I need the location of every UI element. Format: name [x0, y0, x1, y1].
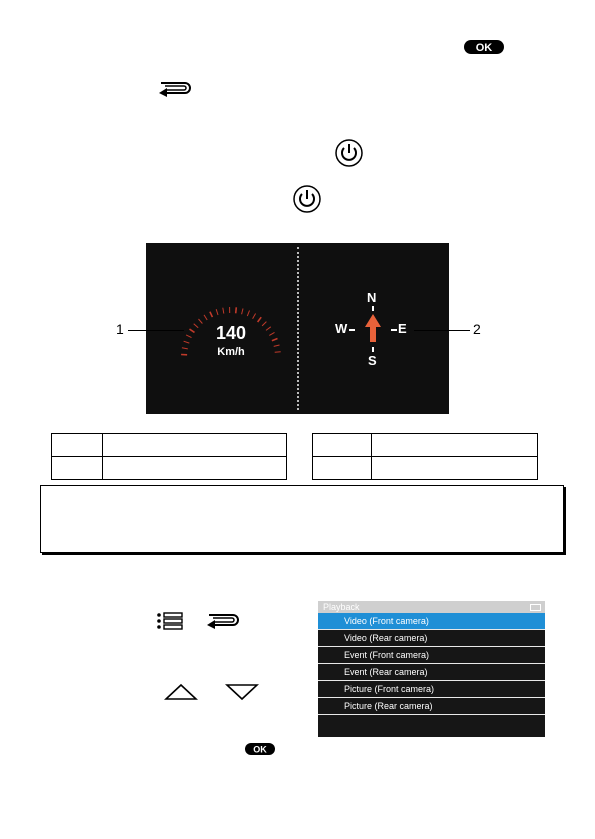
compass-west: W: [335, 321, 348, 336]
back-icon: [155, 80, 191, 98]
speedometer-tick: [236, 307, 237, 313]
speedometer-tick: [223, 308, 224, 314]
menu-icon: [156, 612, 184, 630]
speedometer-tick: [210, 312, 213, 317]
compass-south-tick: [372, 347, 374, 352]
menu-item-video-rear[interactable]: Video (Rear camera): [318, 630, 545, 647]
speed-value: 140: [215, 323, 247, 343]
svg-text:OK: OK: [253, 744, 267, 755]
speedometer-tick: [266, 327, 271, 331]
legend-table-right: [312, 433, 538, 480]
compass-arrow-icon: [364, 313, 382, 343]
callout-line: [414, 330, 470, 331]
speedometer-tick: [184, 341, 190, 343]
speedometer-tick: [194, 324, 199, 328]
speedometer-tick: [275, 352, 281, 353]
ok-icon: [463, 39, 505, 55]
compass-east: E: [398, 321, 407, 336]
dash-screen: [146, 243, 449, 414]
playback-menu: [318, 601, 545, 737]
menu-item-video-front[interactable]: Video (Front camera): [318, 613, 545, 630]
back-icon: [203, 612, 239, 630]
speedometer-tick: [247, 311, 249, 317]
svg-text:OK: OK: [475, 42, 493, 54]
playback-title: Playback: [323, 602, 360, 612]
up-arrow-icon: [164, 683, 198, 701]
menu-item-event-front[interactable]: Event (Front camera): [318, 647, 545, 664]
compass-east-tick: [391, 329, 397, 331]
compass-north-tick: [372, 306, 374, 311]
speedometer-tick: [262, 322, 266, 326]
speedometer-tick: [258, 317, 262, 322]
power-icon: [334, 138, 364, 168]
compass-north: N: [367, 290, 377, 305]
callout-number: 2: [473, 321, 481, 337]
menu-item-event-rear[interactable]: Event (Rear camera): [318, 664, 545, 681]
battery-icon: [530, 604, 541, 611]
ok-icon: [244, 742, 276, 756]
callout-line: [128, 330, 184, 331]
speedometer-tick: [274, 345, 280, 346]
speedometer-tick: [182, 348, 188, 349]
power-icon: [292, 184, 322, 214]
callout-number: 1: [116, 321, 124, 337]
compass-west-tick: [349, 329, 355, 331]
speedometer-tick: [186, 335, 191, 338]
speedometer-tick: [253, 314, 256, 319]
table-row: [313, 457, 538, 480]
speedometer-tick: [190, 329, 195, 332]
menu-item-picture-front[interactable]: Picture (Front camera): [318, 681, 545, 698]
speedometer-tick: [199, 319, 203, 324]
compass-south: S: [368, 353, 377, 368]
screen-divider: [297, 247, 299, 410]
down-arrow-icon: [225, 683, 259, 701]
playback-header: [318, 601, 545, 613]
speedometer-tick: [216, 309, 218, 315]
speed-unit: Km/h: [217, 346, 245, 358]
speedometer-tick: [242, 309, 243, 315]
menu-item-picture-rear[interactable]: Picture (Rear camera): [318, 698, 545, 715]
speedometer-tick: [272, 339, 278, 341]
speedometer-tick: [204, 315, 207, 320]
table-row: [52, 434, 287, 457]
speedometer-tick: [269, 332, 274, 335]
legend-table-left: [51, 433, 287, 480]
note-box: [40, 485, 564, 553]
table-row: [52, 457, 287, 480]
table-row: [313, 434, 538, 457]
